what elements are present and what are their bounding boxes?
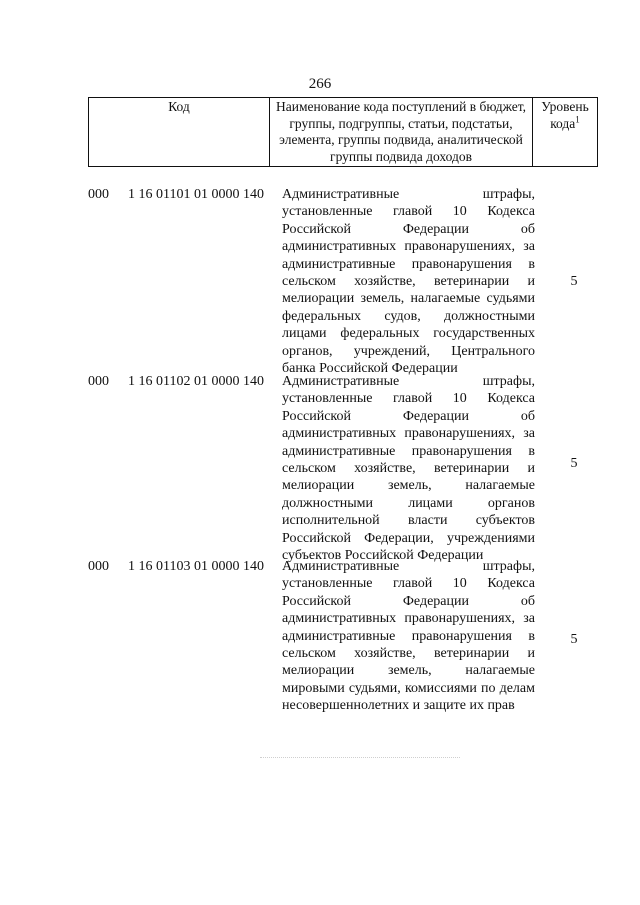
table-header [88, 97, 598, 167]
revenue-code: 1 16 01102 01 0000 140 [128, 374, 264, 389]
code-level: 5 [570, 456, 578, 471]
header-level-label: Уровень кода [541, 99, 589, 131]
admin-code: 000 [88, 559, 109, 574]
header-name-cell [270, 98, 533, 167]
admin-code: 000 [88, 374, 109, 389]
revenue-name: Административные штрафы, установленные главой 10 Кодекса Российской Федерации об административных правонарушениях, за административные правонарушения в сельском хозяйстве, ветеринарии и мелиорации земель, налагаемые мировыми судьями, комиссиями по делам несовершеннолетних и защите их прав [282, 559, 535, 714]
scan-dots [260, 757, 460, 759]
code-level: 5 [570, 632, 578, 647]
footnote-marker: 1 [575, 114, 580, 124]
code-level: 5 [570, 274, 578, 289]
header-level-cell [533, 98, 598, 167]
header-name-label: Наименование кода поступлений в бюджет, группы, подгруппы, статьи, подстатьи, элемента, группы подвида, аналитической группы подвида доходов [275, 99, 526, 164]
page-number: 266 [308, 76, 332, 92]
header-code-label: Код [168, 99, 190, 114]
header-code-cell [89, 98, 270, 167]
revenue-name: Административные штрафы, установленные главой 10 Кодекса Российской Федерации об административных правонарушениях, за административные правонарушения в сельском хозяйстве, ветеринарии и мелиорации земель, налагаемые судьями федеральных судов, должностными лицами федеральных государственных органов, учреждений, Центрального банка Российской Федерации [282, 187, 535, 377]
revenue-code: 1 16 01101 01 0000 140 [128, 187, 264, 202]
admin-code: 000 [88, 187, 109, 202]
revenue-name: Административные штрафы, установленные главой 10 Кодекса Российской Федерации об административных правонарушениях, за административные правонарушения в сельском хозяйстве, ветеринарии и мелиорации земель, налагаемые должностными лицами органов исполнительной власти субъектов Российской Федерации, учреждениями субъектов Российской Федерации [282, 374, 535, 564]
revenue-code: 1 16 01103 01 0000 140 [128, 559, 264, 574]
